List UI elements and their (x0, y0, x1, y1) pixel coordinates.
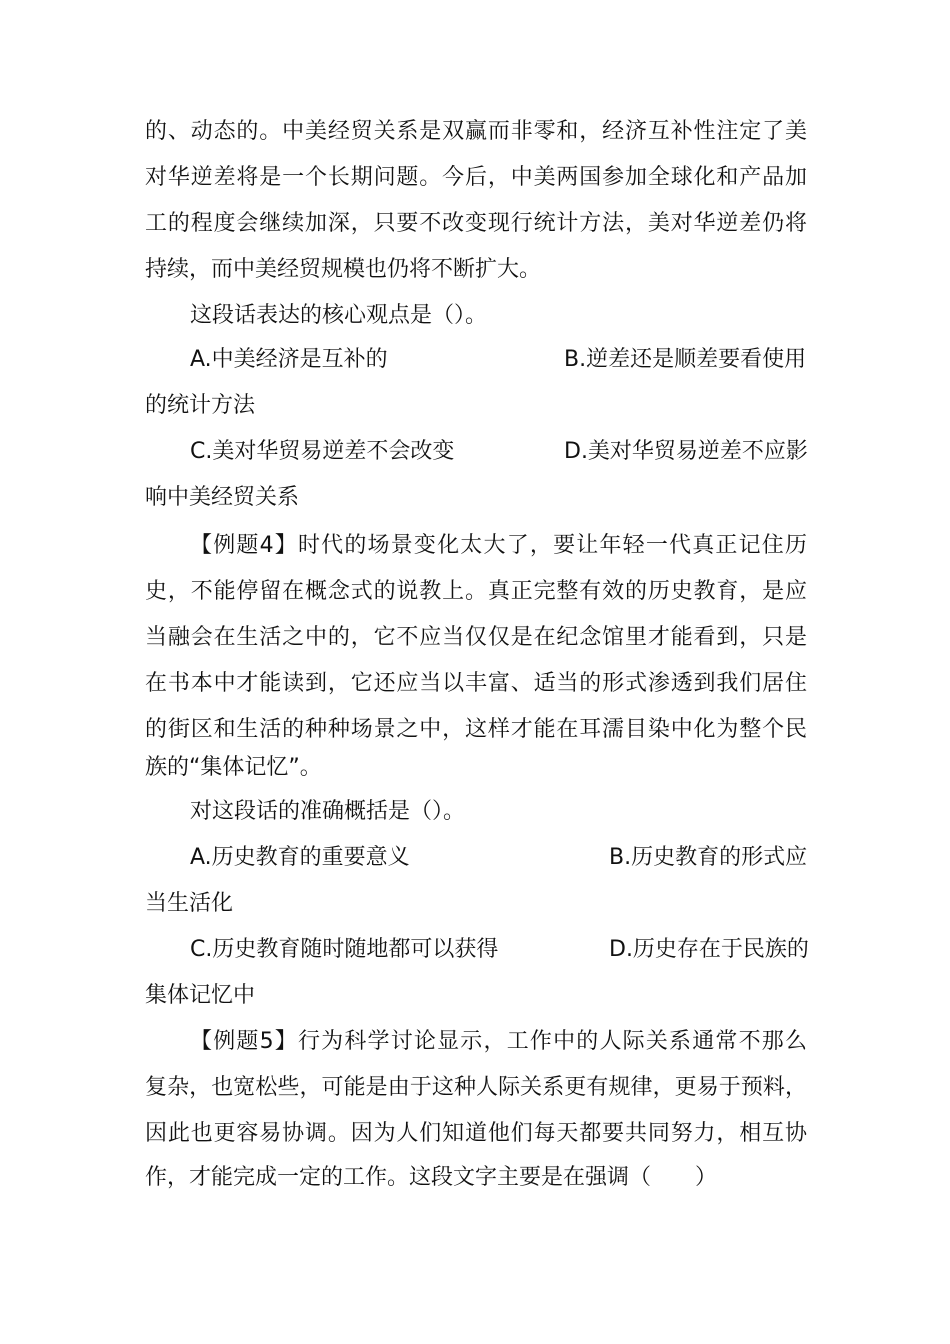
option-d-continuation: 集体记忆中 (145, 983, 256, 1008)
paragraph-line: 当融会在生活之中的，它不应当仅仅是在纪念馆里才能看到，只是 (145, 625, 807, 650)
paragraph-line: 对华逆差将是一个长期问题。今后，中美两国参加全球化和产品加 (145, 165, 807, 190)
paragraph-line: 复杂，也宽松些，可能是由于这种人际关系更有规律，更易于预料， (145, 1075, 807, 1100)
option-d: D.历史存在于民族的 (609, 937, 809, 962)
option-b: B.历史教育的形式应 (609, 845, 808, 870)
option-b-continuation: 当生活化 (145, 891, 234, 916)
paragraph-line: 在书本中才能读到，它还应当以丰富、适当的形式渗透到我们居住 (145, 671, 807, 696)
example-heading-line: 【例题5】行为科学讨论显示，工作中的人际关系通常不那么 (190, 1029, 807, 1054)
paragraph-line: 族的“集体记忆”。 (145, 755, 322, 780)
option-d: D.美对华贸易逆差不应影 (564, 439, 808, 464)
paragraph-line: 作，才能完成一定的工作。这段文字主要是在强调（ ） (145, 1165, 718, 1190)
example-heading-line: 【例题4】时代的场景变化太大了，要让年轻一代真正记住历 (190, 533, 807, 558)
option-c: C.历史教育随时随地都可以获得 (190, 937, 499, 962)
option-a: A.历史教育的重要意义 (190, 845, 410, 870)
paragraph-line: 的街区和生活的种种场景之中，这样才能在耳濡目染中化为整个民 (145, 717, 807, 742)
paragraph-line: 的、动态的。中美经贸关系是双赢而非零和，经济互补性注定了美 (145, 119, 807, 144)
option-b: B.逆差还是顺差要看使用 (564, 347, 807, 372)
question-stem: 对这段话的准确概括是（）。 (190, 799, 466, 824)
option-row (190, 429, 807, 475)
paragraph-line: 工的程度会继续加深，只要不改变现行统计方法，美对华逆差仍将 (145, 211, 807, 236)
paragraph-line: 史，不能停留在概念式的说教上。真正完整有效的历史教育，是应 (145, 579, 807, 604)
question-stem: 这段话表达的核心观点是（）。 (190, 303, 488, 328)
paragraph-line: 因此也更容易协调。因为人们知道他们每天都要共同努力，相互协 (145, 1121, 807, 1146)
option-b-continuation: 的统计方法 (145, 393, 256, 418)
option-d-continuation: 响中美经贸关系 (145, 485, 300, 510)
option-row (190, 337, 807, 383)
option-row (190, 835, 807, 881)
paragraph-line: 持续，而中美经贸规模也仍将不断扩大。 (145, 257, 542, 282)
option-c: C.美对华贸易逆差不会改变 (190, 439, 455, 464)
option-row (190, 927, 807, 973)
option-a: A.中美经济是互补的 (190, 347, 388, 372)
